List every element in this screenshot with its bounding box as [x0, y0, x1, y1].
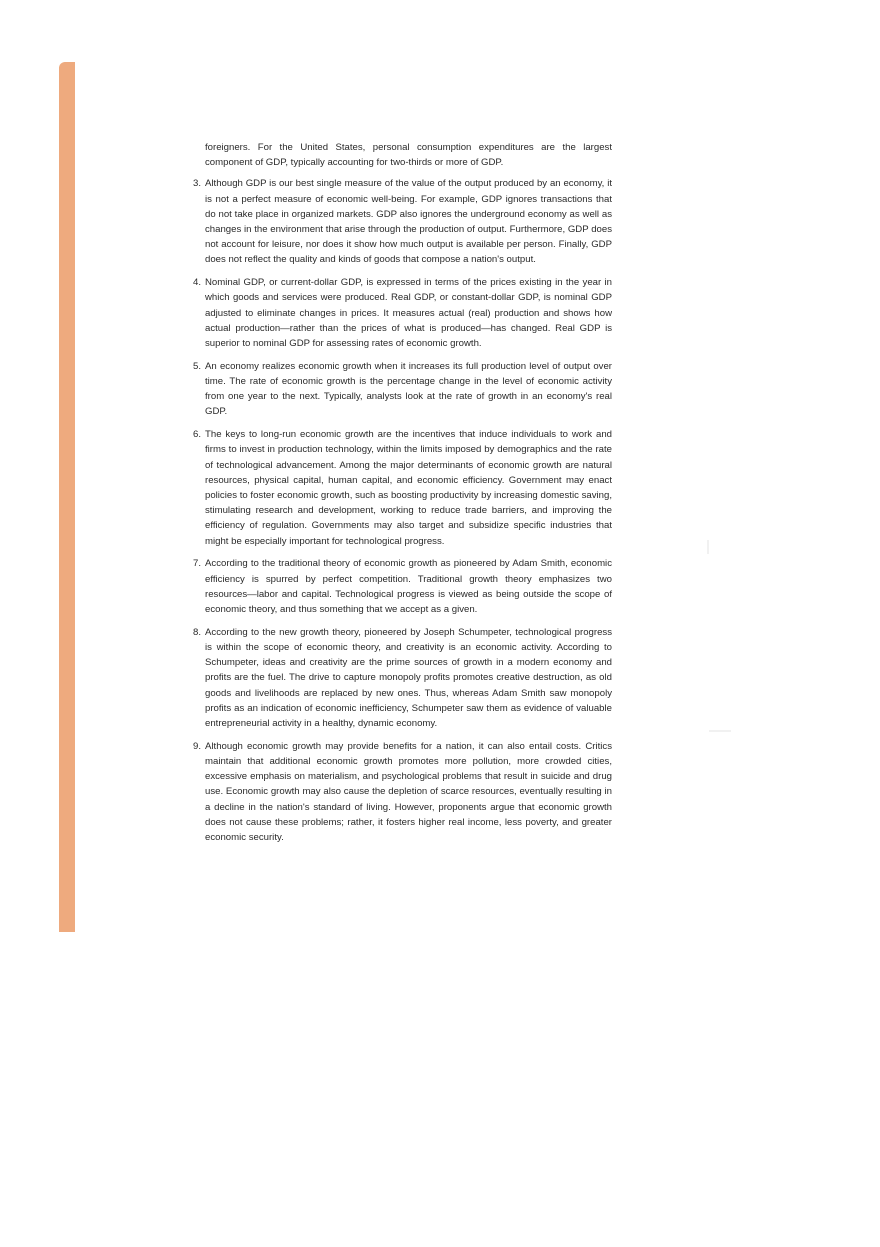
list-item	[192, 275, 612, 351]
list-item-number: 7.	[192, 558, 201, 570]
list-item-text: According to the new growth theory, pioneered by Joseph Schumpeter, technological progress is within the scope of economic theory, and creativity is an economic activity. According to Schumpeter, ideas and creativity are the prime sources of growth in a modern economy and profits are the fuel. The drive to capture monopoly profits promotes creative destruction, as old goods and livelihoods are replaced by new ones. Thus, whereas Adam Smith saw monopoly profits as an indication of economic inefficiency, Schumpeter saw them as evidence of valuable entrepreneurial activity in a healthy, dynamic economy.	[205, 626, 612, 730]
summary-list	[192, 176, 612, 845]
margin-mark	[707, 540, 709, 554]
intro-paragraph: foreigners. For the United States, personal consumption expenditures are the largest component of GDP, typically accounting for two-thirds or more of GDP.	[205, 142, 612, 169]
list-item	[192, 176, 612, 267]
list-item-number: 3.	[192, 178, 201, 190]
page-body	[192, 140, 612, 853]
chapter-color-bar	[59, 62, 75, 932]
list-item-number: 9.	[192, 740, 201, 752]
list-item-text: Although GDP is our best single measure of the value of the output produced by an economy, it is not a perfect measure of economic well-being. For example, GDP ignores transactions that do not take place in organized markets. GDP also ignores the underground economy as well as changes in the environment that arise through the production of output. Furthermore, GDP does not account for leisure, nor does it show how much output is available per person. Finally, GDP does not reflect the quality and kinds of goods that compose a nation's output.	[205, 178, 612, 266]
list-item-number: 4.	[192, 277, 201, 289]
list-item-text: An economy realizes economic growth when it increases its full production level of output over time. The rate of economic growth is the percentage change in the level of economic activity from one year to the next. Typically, analysts look at the rate of growth in an economy's real GDP.	[205, 360, 612, 418]
list-item	[192, 427, 612, 549]
list-item-text: According to the traditional theory of economic growth as pioneered by Adam Smith, economic efficiency is spurred by perfect competition. Traditional growth theory emphasizes two resources—labor and capital. Technological progress is viewed as being outside the scope of economic theory, and thus something that we accept as a given.	[205, 558, 612, 616]
list-item	[192, 359, 612, 420]
list-item-text: Nominal GDP, or current-dollar GDP, is expressed in terms of the prices existing in the year in which goods and services were produced. Real GDP, or constant-dollar GDP, is nominal GDP adjusted to eliminate changes in prices. It measures actual (real) production and shows how actual production—rather than the prices of what is produced—has changed. Real GDP is superior to nominal GDP for assessing rates of economic growth.	[205, 277, 612, 350]
list-item-text: The keys to long-run economic growth are the incentives that induce individuals to work and firms to invest in production technology, within the limits imposed by demographics and the rate of technological advancement. Among the major determinants of economic growth are natural resources, physical capital, human capital, and economic efficiency. Government may enact policies to foster economic growth, such as boosting productivity by increasing domestic saving, stimulating research and development, working to reduce trade barriers, and improving the efficiency of regulation. Governments may also target and subsidize specific industries that might be especially important for technological progress.	[205, 429, 612, 547]
list-item-number: 5.	[192, 360, 201, 372]
list-item	[192, 739, 612, 845]
list-item-number: 6.	[192, 429, 201, 441]
list-item-text: Although economic growth may provide benefits for a nation, it can also entail costs. Critics maintain that additional economic growth promotes more pollution, more crowded cities, excessive emphasis on materialism, and psychological problems that result in suicide and drug use. Economic growth may also cause the depletion of scarce resources, eventually resulting in a decline in the nation's standard of living. However, proponents argue that economic growth does not cause these problems; rather, it fosters higher real income, less poverty, and greater economic security.	[205, 740, 612, 844]
margin-mark	[709, 730, 731, 732]
list-item	[192, 625, 612, 731]
running-head	[102, 99, 182, 110]
list-item	[192, 556, 612, 617]
list-item-number: 8.	[192, 626, 201, 638]
